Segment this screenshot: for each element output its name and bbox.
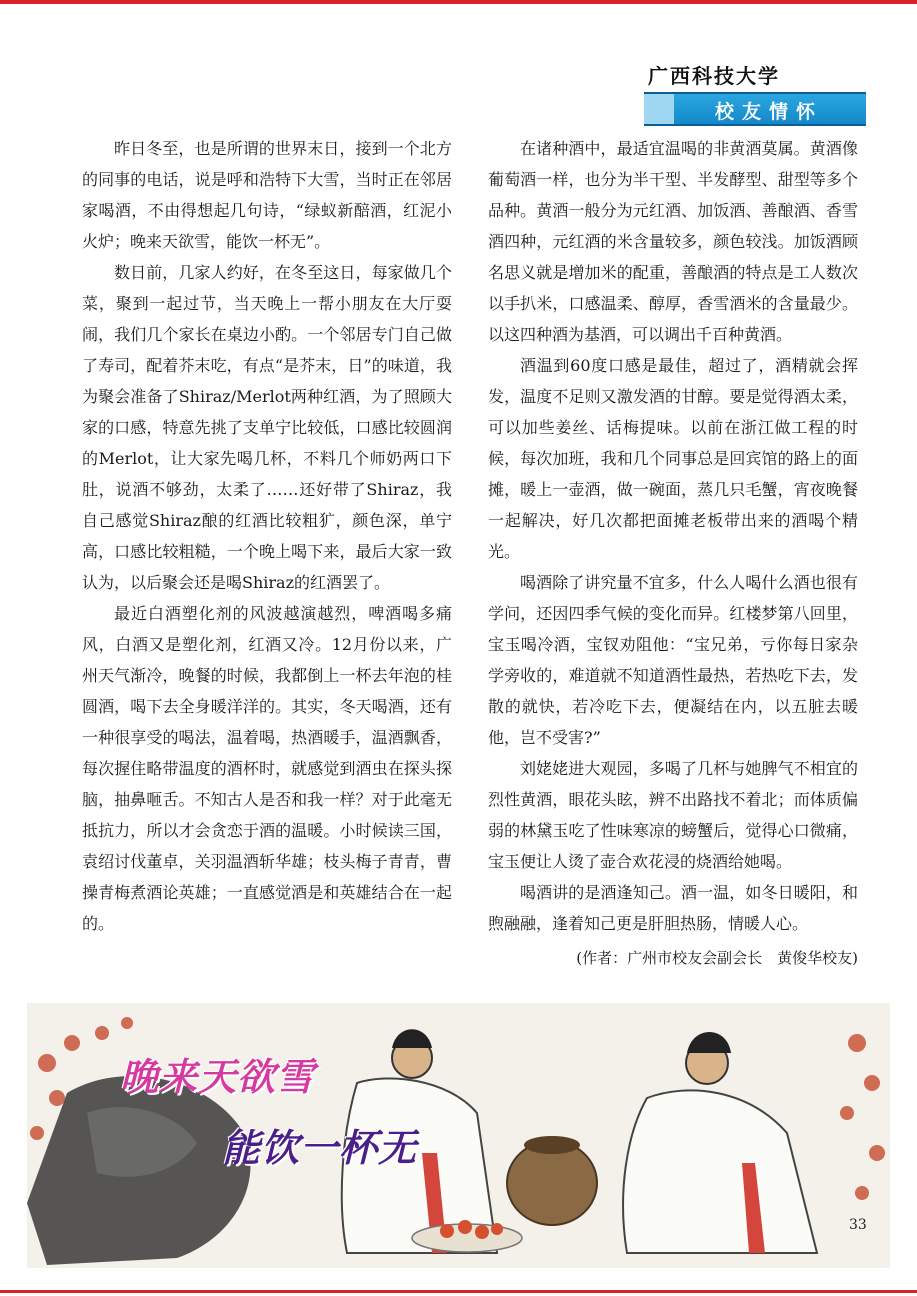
illustration-caption-line2: 能饮一杯无 bbox=[222, 1125, 418, 1170]
paragraph: 刘姥姥进大观园，多喝了几杯与她脾气不相宜的烈性黄酒，眼花头眩，辨不出路找不着北；而体质偏弱的林黛玉吃了性味寒凉的螃蟹后，觉得心口微痛，宝玉便让人烫了壶合欢花浸的烧酒给她喝。 bbox=[488, 759, 858, 871]
paragraph: 数日前，几家人约好，在冬至这日，每家做几个菜，聚到一起过节，当天晚上一帮小朋友在大厅耍闹，我们几个家长在桌边小酌。一个邻居专门自己做了寿司，配着芥末吃，有点“是芥末，日”的味道，我为聚会准备了Shiraz/Merlot两种红酒，为了照顾大家的口感，特意先挑了支单宁比较低，口感比较圆润的Merlot，让大家先喝几杯，不料几个师奶两口下肚，说酒不够劲，太柔了……还好带了Shiraz，我自己感觉Shiraz酿的红酒比较粗犷，颜色深，单宁高，口感比较粗糙，一个晚上喝下来，最后大家一致认为，以后聚会还是喝Shiraz的红酒罢了。 bbox=[82, 263, 452, 592]
section-title: 校友情怀 bbox=[714, 101, 823, 123]
section-banner bbox=[644, 92, 866, 126]
top-rule bbox=[0, 0, 917, 4]
left-column bbox=[82, 133, 452, 939]
paragraph: 酒温到60度口感是最佳，超过了，酒精就会挥发，温度不足则又激发酒的甘醇。要是觉得酒太柔，可以加些姜丝、话梅提味。以前在浙江做工程的时候，每次加班，我和几个同事总是回宾馆的路上的面摊，暖上一壶酒，做一碗面，蒸几只毛蟹，宵夜晚餐一起解决，好几次都把面摊老板带出来的酒喝个精光。 bbox=[488, 356, 858, 561]
illustration-caption-line1: 晚来天欲雪 bbox=[120, 1054, 316, 1099]
paragraph: 昨日冬至，也是所谓的世界末日，接到一个北方的同事的电话，说是呼和浩特下大雪，当时正在邻居家喝酒，不由得想起几句诗，“绿蚁新醅酒，红泥小火炉；晚来天欲雪，能饮一杯无”。 bbox=[82, 139, 452, 251]
bottom-rule bbox=[0, 1290, 917, 1293]
paragraph: 在诸种酒中，最适宜温喝的非黄酒莫属。黄酒像葡萄酒一样，也分为半干型、半发酵型、甜型等多个品种。黄酒一般分为元红酒、加饭酒、善酿酒、香雪酒四种，元红酒的米含量较多，颜色较浅。加饭酒顾名思义就是增加米的配重，善酿酒的特点是工人数次以手扒米，口感温柔、醇厚，香雪酒米的含量最少。以这四种酒为基酒，可以调出千百种黄酒。 bbox=[488, 139, 858, 344]
school-name: 广西科技大学 bbox=[648, 64, 780, 88]
paragraph: 最近白酒塑化剂的风波越演越烈，啤酒喝多痛风，白酒又是塑化剂，红酒又冷。12月份以来，广州天气渐冷，晚餐的时候，我都倒上一杯去年泡的桂圆酒，喝下去全身暖洋洋的。其实，冬天喝酒，还有一种很享受的喝法，温着喝，热酒暖手，温酒飘香，每次握住略带温度的酒杯时，就感觉到酒虫在探头探脑，抽鼻咂舌。不知古人是否和我一样？对于此毫无抵抗力，所以才会贪恋于酒的温暖。小时候读三国，袁绍讨伐董卓，关羽温酒斩华雄；枝头梅子青青，曹操青梅煮酒论英雄；一直感觉酒是和英雄结合在一起的。 bbox=[82, 604, 452, 933]
painting-graphic bbox=[27, 1003, 890, 1268]
page-number: 33 bbox=[849, 1217, 867, 1233]
paragraph: 喝酒讲的是酒逢知己。酒一温，如冬日暖阳，和煦融融，逢着知己更是肝胆热肠，情暖人心。 bbox=[488, 883, 858, 933]
ink-painting-illustration bbox=[27, 1003, 890, 1268]
author-credit: (作者：广州市校友会副会长 黄俊华校友) bbox=[576, 949, 858, 967]
right-column bbox=[488, 133, 858, 974]
paragraph: 喝酒除了讲究量不宜多，什么人喝什么酒也很有学问，还因四季气候的变化而异。红楼梦第八回里，宝玉喝冷酒，宝钗劝阻他：“宝兄弟，亏你每日家杂学旁收的，难道就不知道酒性最热，若热吃下去，发散的就快，若冷吃下去，便凝结在内，以五脏去暖他，岂不受害?” bbox=[488, 573, 858, 747]
